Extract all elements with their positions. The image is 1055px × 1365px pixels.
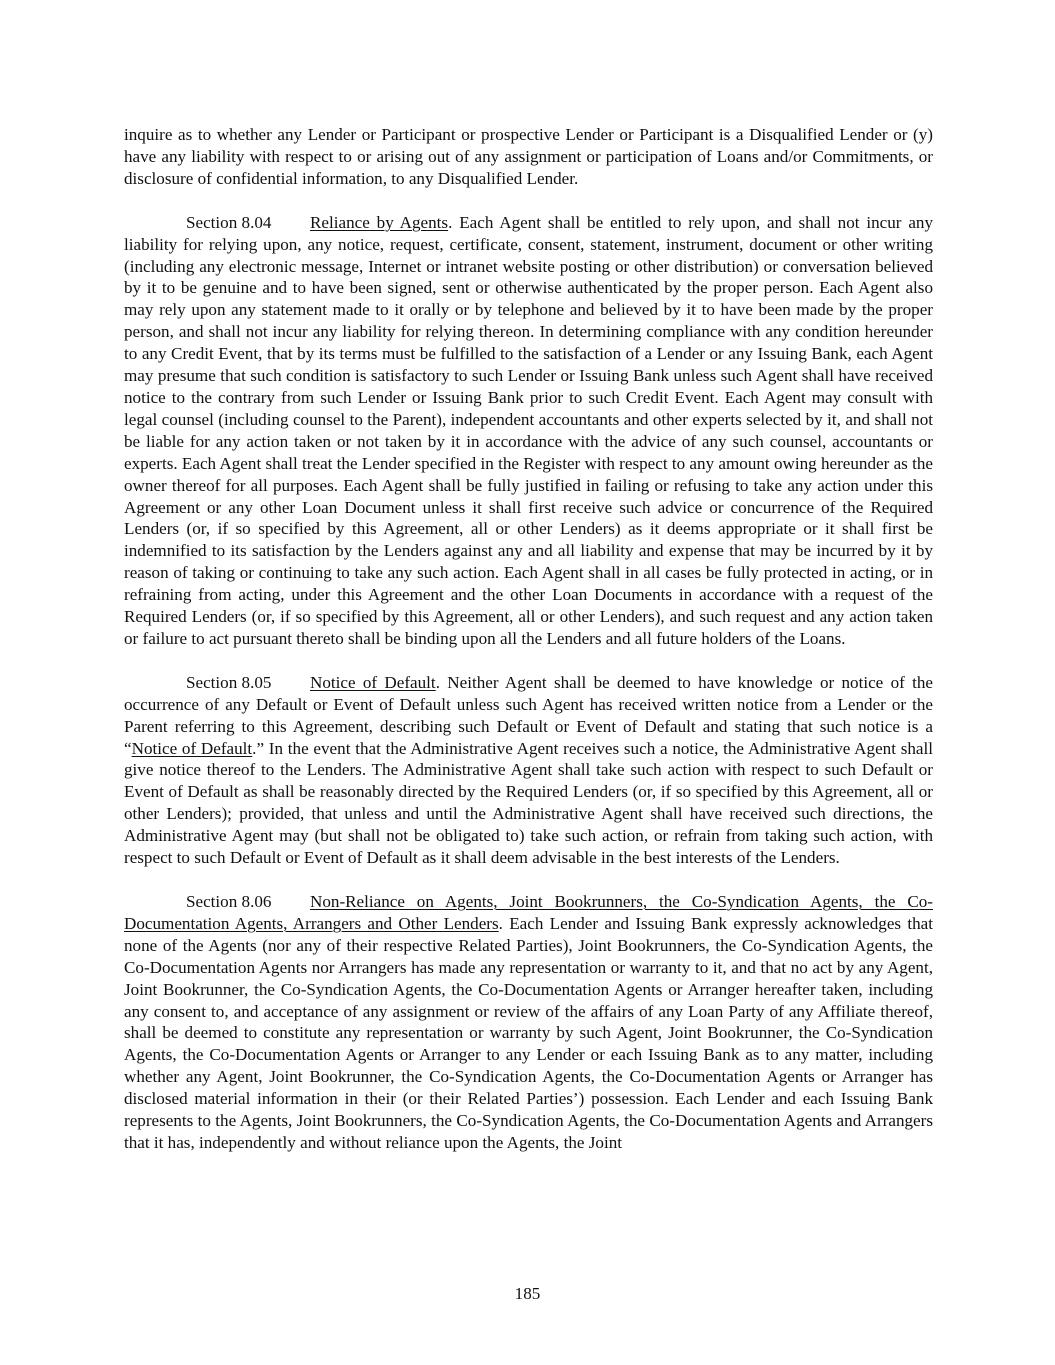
section-body: . Each Lender and Issuing Bank expressly acknowledges that none of the Agents (nor any of their respective Related Parties), Joint Bookrunners, the Co-Syndication Agents, the Co-Documentation Agents nor Arrangers has made any representation or warranty to it, and that no act by any Agent, Joint Bookrunner, the Co-Syndication Agents, the Co-Documentation Agents or Arranger hereafter taken, including any consent to, and acceptance of any assignment or review of the affairs of any Loan Party of any Affiliate thereof, shall be deemed to constitute any representation or warranty by such Agent, Joint Bookrunner, the Co-Syndication Agents, the Co-Documentation Agents or Arranger to any Lender or each Issuing Bank as to any matter, including whether any Agent, Joint Bookrunner, the Co-Syndication Agents, the Co-Documentation Agents or Arranger has disclosed material information in their (or their Related Parties’) possession. Each Lender and each Issuing Bank represents to the Agents, Joint Bookrunners, the Co-Syndication Agents, the Co-Documentation Agents and Arrangers that it has, independently and without reliance upon the Agents, the Joint [124,913,933,1152]
section-8-05 [124,672,933,869]
section-heading: Notice of Default [310,672,436,692]
defined-term: Notice of Default [131,738,253,758]
section-8-06 [124,891,933,1154]
section-body-part-a: . Neither Agent shall be deemed to have knowledge or notice of the occurrence of any Default or Event of Default unless such Agent has received written notice from a Lender or the Parent referring to this Agreement, describing such Default or Event of Default and stating that such notice is a “ [124,672,934,758]
section-number: Section 8.06 [186,892,272,911]
section-heading: Reliance by Agents [310,212,449,232]
section-body: . Each Agent shall be entitled to rely upon, and shall not incur any liability for relying upon, any notice, request, certificate, consent, statement, instrument, document or other writing (including any electronic message, Internet or intranet website posting or other distribution) or conversation believed by it to be genuine and to have been signed, sent or otherwise authenticated by the proper person. Each Agent also may rely upon any statement made to it orally or by telephone and believed by it to have been made by the proper person, and shall not incur any liability for relying thereon. In determining compliance with any condition hereunder to any Credit Event, that by its terms must be fulfilled to the satisfaction of a Lender or any Issuing Bank, each Agent may presume that such condition is satisfactory to such Lender or Issuing Bank unless such Agent shall have received notice to the contrary from such Lender or Issuing Bank prior to such Credit Event. Each Agent may consult with legal counsel (including counsel to the Parent), independent accountants and other experts selected by it, and shall not be liable for any action taken or not taken by it in accordance with the advice of any such counsel, accountants or experts. Each Agent shall treat the Lender specified in the Register with respect to any amount owing hereunder as the owner thereof for all purposes. Each Agent shall be fully justified in failing or refusing to take any action under this Agreement or any other Loan Document unless it shall first receive such advice or concurrence of the Required Lenders (or, if so specified by this Agreement, all or other Lenders) as it deems appropriate or it shall first be indemnified to its satisfaction by the Lenders against any and all liability and expense that may be incurred by it by reason of taking or continuing to take any such action. Each Agent shall in all cases be fully protected in acting, or in refraining from acting, under this Agreement and the other Loan Documents in accordance with a request of the Required Lenders (or, if so specified by this Agreement, all or other Lenders), and such request and any action taken or failure to act pursuant thereto shall be binding upon all the Lenders and all future holders of the Loans. [124,212,934,648]
section-number: Section 8.05 [186,672,272,692]
section-number: Section 8.04 [186,212,272,232]
intro-paragraph [124,124,933,190]
intro-text: inquire as to whether any Lender or Participant or prospective Lender or Participant is a Disqualified Lender or (y) have any liability with respect to or arising out of any assignment or participation of Loans and/or Commitments, or disclosure of confidential information, to any Disqualified Lender. [124,125,933,188]
section-8-04 [124,212,933,650]
section-body-part-b: .” In the event that the Administrative Agent receives such a notice, the Administrative Agent shall give notice thereof to the Lenders. The Administrative Agent shall take such action with respect to such Default or Event of Default as shall be reasonably directed by the Required Lenders (or, if so specified by this Agreement, all or other Lenders); provided, that unless and until the Administrative Agent shall have received such directions, the Administrative Agent may (but shall not be obligated to) take such action, or refrain from taking such action, with respect to such Default or Event of Default as it shall deem advisable in the best interests of the Lenders. [124,738,933,868]
document-page [124,124,933,1176]
section-heading: Non-Reliance on Agents, Joint Bookrunners, the Co-Syndication Agents, the Co-Documentation Agents, Arrangers and Other Lenders [124,892,933,933]
page-number: 185 [514,1284,541,1303]
